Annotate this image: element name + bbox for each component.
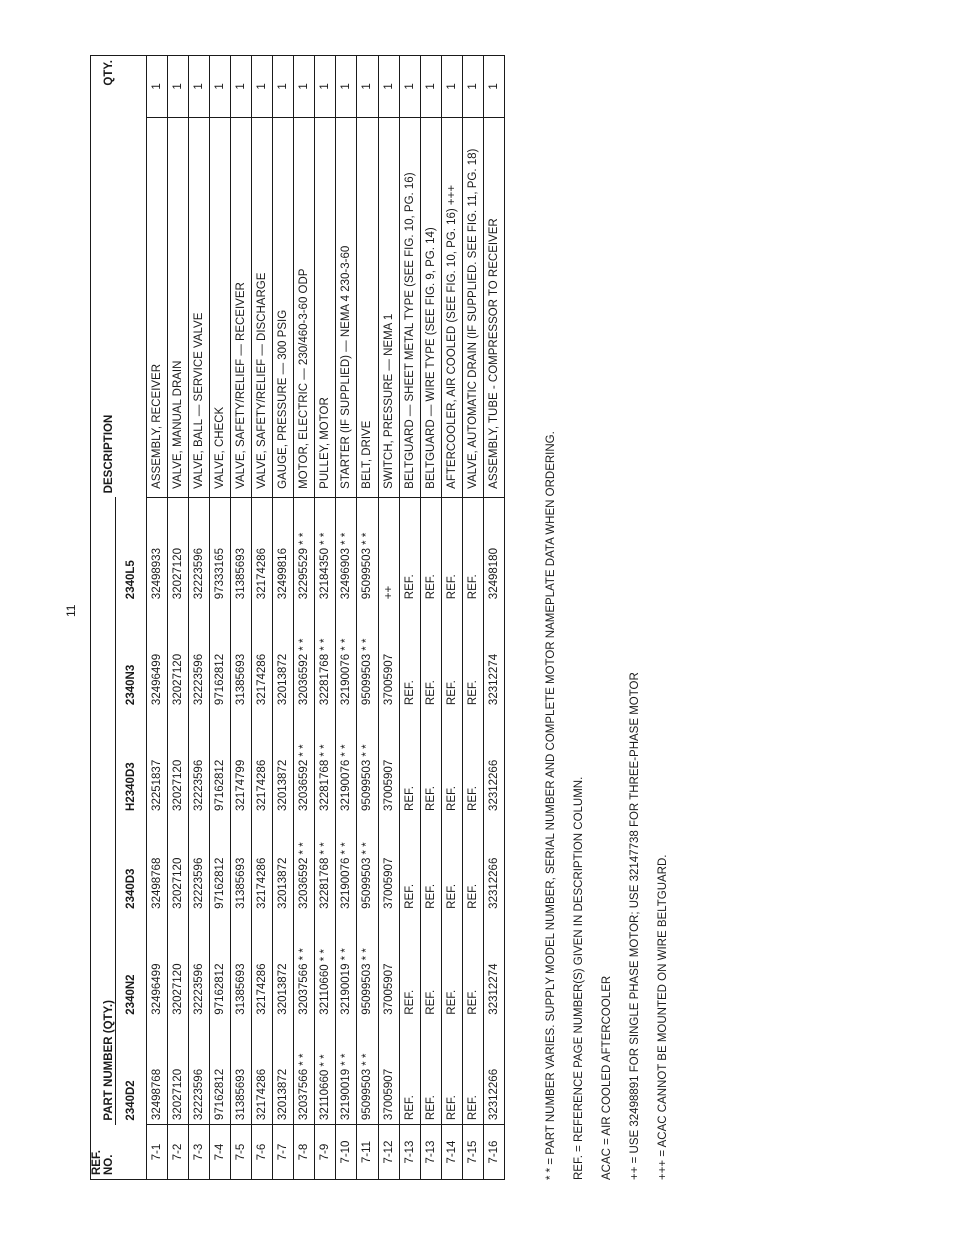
- table-row: [420, 56, 441, 1180]
- part-number-cell: 37005907: [378, 913, 399, 1019]
- ref-no-cell: 7-9: [315, 1125, 336, 1180]
- part-number-cell: 31385693: [230, 1019, 251, 1125]
- part-number-cell: 32496499: [146, 603, 167, 709]
- table-row: [273, 56, 294, 1180]
- part-number-cell: 31385693: [230, 603, 251, 709]
- table-row: [399, 56, 420, 1180]
- ref-no-cell: 7-12: [378, 1125, 399, 1180]
- model-header: 2340N3: [124, 664, 137, 706]
- part-number-cell: 32498768: [146, 1019, 167, 1125]
- note: ACAC = AIR COOLED AFTERCOOLER: [601, 975, 613, 1180]
- parts-table: [90, 55, 505, 1180]
- part-number-cell: 32027120: [167, 1019, 188, 1125]
- table-row: [336, 56, 357, 1180]
- part-number-cell: 31385693: [230, 497, 251, 603]
- part-number-cell: 32190076 * *: [336, 815, 357, 913]
- page-number: 11: [64, 604, 78, 617]
- ref-no-cell: 7-14: [441, 1125, 462, 1180]
- part-number-cell: 95099503 * *: [357, 603, 378, 709]
- part-number-cell: 32027120: [167, 815, 188, 913]
- ref-no-cell: 7-13: [420, 1125, 441, 1180]
- ref-no-cell: 7-3: [188, 1125, 209, 1180]
- description-cell: ASSEMBLY, TUBE - COMPRESSOR TO RECEIVER: [484, 117, 505, 497]
- part-number-cell: 37005907: [378, 1019, 399, 1125]
- model-header: 2340D3: [124, 868, 137, 909]
- part-number-cell: REF.: [399, 709, 420, 815]
- part-number-cell: REF.: [441, 815, 462, 913]
- part-number-cell: 32110660 * *: [315, 913, 336, 1019]
- qty-cell: 1: [357, 56, 378, 118]
- part-number-cell: 32281768 * *: [315, 603, 336, 709]
- part-number-cell: 97333165: [209, 497, 230, 603]
- part-number-cell: 32174286: [251, 603, 272, 709]
- part-number-cell: REF.: [420, 815, 441, 913]
- ref-no-cell: 7-2: [167, 1125, 188, 1180]
- part-number-cell: 95099503 * *: [357, 1019, 378, 1125]
- description-cell: GAUGE, PRESSURE — 300 PSIG: [273, 117, 294, 497]
- part-number-cell: 32312266: [484, 709, 505, 815]
- part-number-cell: REF.: [441, 603, 462, 709]
- part-number-cell: 97162812: [209, 603, 230, 709]
- part-number-cell: 37005907: [378, 815, 399, 913]
- description-cell: AFTERCOOLER, AIR COOLED (SEE FIG. 10, PG. 16) +++: [441, 117, 462, 497]
- description-cell: SWITCH, PRESSURE — NEMA 1: [378, 117, 399, 497]
- qty-header: QTY.: [103, 60, 115, 86]
- note: +++ = ACAC CANNOT BE MOUNTED ON WIRE BELTGUARD.: [657, 854, 669, 1180]
- qty-cell: 1: [378, 56, 399, 118]
- part-number-cell: 37005907: [378, 709, 399, 815]
- ref-no-cell: 7-13: [399, 1125, 420, 1180]
- ref-no-cell: 7-7: [273, 1125, 294, 1180]
- description-cell: BELT, DRIVE: [357, 117, 378, 497]
- parts-table-rotated: [90, 55, 510, 1180]
- part-number-cell: 32312266: [484, 815, 505, 913]
- table-row: [167, 56, 188, 1180]
- part-number-cell: 32223596: [188, 603, 209, 709]
- description-cell: BELTGUARD — WIRE TYPE (SEE FIG. 9, PG. 14): [420, 117, 441, 497]
- note: ++ = USE 32498891 FOR SINGLE PHASE MOTOR; USE 32147738 FOR THREE-PHASE MOTOR: [629, 672, 641, 1180]
- part-number-cell: 32223596: [188, 815, 209, 913]
- model-header: H2340D3: [124, 762, 137, 811]
- part-number-cell: 32499816: [273, 497, 294, 603]
- part-number-cell: REF.: [462, 709, 483, 815]
- part-number-cell: 32013872: [273, 1019, 294, 1125]
- qty-cell: 1: [188, 56, 209, 118]
- description-cell: VALVE, AUTOMATIC DRAIN (IF SUPPLIED. SEE FIG. 11, PG. 18): [462, 117, 483, 497]
- part-number-cell: 32190076 * *: [336, 603, 357, 709]
- description-cell: PULLEY, MOTOR: [315, 117, 336, 497]
- part-number-cell: 95099503 * *: [357, 497, 378, 603]
- qty-cell: 1: [462, 56, 483, 118]
- part-number-cell: REF.: [399, 1019, 420, 1125]
- part-number-cell: 32223596: [188, 497, 209, 603]
- part-number-cell: 32027120: [167, 709, 188, 815]
- description-header: DESCRIPTION: [103, 414, 115, 494]
- part-number-cell: 32013872: [273, 815, 294, 913]
- model-header: 2340L5: [124, 560, 137, 600]
- ref-no-cell: 7-4: [209, 1125, 230, 1180]
- part-number-cell: 97162812: [209, 709, 230, 815]
- part-number-cell: 31385693: [230, 815, 251, 913]
- part-number-cell: 32498180: [484, 497, 505, 603]
- qty-cell: 1: [315, 56, 336, 118]
- part-number-cell: 32251837: [146, 709, 167, 815]
- part-number-cell: 32312274: [484, 913, 505, 1019]
- description-cell: VALVE, SAFETY/RELIEF — DISCHARGE: [251, 117, 272, 497]
- part-number-cell: 32037566 * *: [294, 913, 315, 1019]
- qty-cell: 1: [294, 56, 315, 118]
- description-cell: BELTGUARD — SHEET METAL TYPE (SEE FIG. 10, PG. 16): [399, 117, 420, 497]
- part-number-cell: 95099503 * *: [357, 815, 378, 913]
- table-row: [462, 56, 483, 1180]
- table-row: [209, 56, 230, 1180]
- qty-cell: 1: [420, 56, 441, 118]
- model-header: 2340N2: [124, 974, 137, 1015]
- part-number-cell: 32312274: [484, 603, 505, 709]
- part-number-cell: 32174286: [251, 709, 272, 815]
- notes: [537, 180, 677, 1180]
- part-number-cell: 32174799: [230, 709, 251, 815]
- table-row: [441, 56, 462, 1180]
- part-number-cell: REF.: [399, 815, 420, 913]
- part-number-cell: REF.: [399, 497, 420, 603]
- part-number-cell: REF.: [399, 913, 420, 1019]
- part-number-cell: 32498768: [146, 815, 167, 913]
- part-number-cell: 97162812: [209, 815, 230, 913]
- part-number-header: PART NUMBER (QTY.): [91, 497, 116, 1124]
- qty-cell: 1: [273, 56, 294, 118]
- part-number-cell: 32027120: [167, 913, 188, 1019]
- part-number-cell: 32027120: [167, 497, 188, 603]
- part-number-cell: 32281768 * *: [315, 709, 336, 815]
- part-number-cell: 97162812: [209, 1019, 230, 1125]
- part-number-cell: 32036592 * *: [294, 603, 315, 709]
- part-number-cell: REF.: [462, 1019, 483, 1125]
- ref-no-cell: 7-11: [357, 1125, 378, 1180]
- part-number-cell: REF.: [462, 913, 483, 1019]
- table-row: [188, 56, 209, 1180]
- qty-cell: 1: [336, 56, 357, 118]
- part-number-cell: 32223596: [188, 913, 209, 1019]
- part-number-cell: 32190076 * *: [336, 709, 357, 815]
- description-cell: VALVE, CHECK: [209, 117, 230, 497]
- part-number-cell: REF.: [462, 497, 483, 603]
- part-number-cell: 32184350 * *: [315, 497, 336, 603]
- ref-no-cell: 7-5: [230, 1125, 251, 1180]
- part-number-cell: ++: [378, 497, 399, 603]
- part-number-cell: REF.: [441, 1019, 462, 1125]
- part-number-cell: 37005907: [378, 603, 399, 709]
- table-row: [294, 56, 315, 1180]
- part-number-cell: REF.: [420, 497, 441, 603]
- part-number-cell: 32036592 * *: [294, 709, 315, 815]
- part-number-cell: 32498933: [146, 497, 167, 603]
- ref-no-header: REF. NO.: [91, 1150, 115, 1175]
- part-number-cell: 32013872: [273, 913, 294, 1019]
- part-number-cell: REF.: [462, 603, 483, 709]
- model-header: 2340D2: [124, 1080, 137, 1121]
- part-number-cell: 32037566 * *: [294, 1019, 315, 1125]
- part-number-cell: REF.: [441, 497, 462, 603]
- part-number-cell: 32496903 * *: [336, 497, 357, 603]
- description-cell: ASSEMBLY, RECEIVER: [146, 117, 167, 497]
- part-number-cell: REF.: [462, 815, 483, 913]
- qty-cell: 1: [484, 56, 505, 118]
- description-cell: STARTER (IF SUPPLIED) — NEMA 4 230-3-60: [336, 117, 357, 497]
- part-number-cell: 95099503 * *: [357, 913, 378, 1019]
- part-number-cell: 32281768 * *: [315, 815, 336, 913]
- part-number-cell: 32013872: [273, 603, 294, 709]
- qty-cell: 1: [251, 56, 272, 118]
- ref-no-cell: 7-1: [146, 1125, 167, 1180]
- part-number-cell: 32223596: [188, 709, 209, 815]
- part-number-cell: 32013872: [273, 709, 294, 815]
- part-number-cell: 32036592 * *: [294, 815, 315, 913]
- part-number-cell: 95099503 * *: [357, 709, 378, 815]
- table-row: [315, 56, 336, 1180]
- part-number-cell: REF.: [420, 1019, 441, 1125]
- note: * * = PART NUMBER VARIES. SUPPLY MODEL NUMBER, SERIAL NUMBER AND COMPLETE MOTOR NAMEPLATE DATA WHEN ORDERING.: [545, 431, 557, 1180]
- part-number-cell: REF.: [420, 603, 441, 709]
- part-number-cell: 32190019 * *: [336, 913, 357, 1019]
- qty-cell: 1: [230, 56, 251, 118]
- part-number-cell: REF.: [441, 709, 462, 815]
- part-number-cell: 32223596: [188, 1019, 209, 1125]
- qty-cell: 1: [167, 56, 188, 118]
- parts-table-body: [146, 56, 505, 1180]
- table-row: [230, 56, 251, 1180]
- part-number-cell: 32190019 * *: [336, 1019, 357, 1125]
- part-number-cell: 32174286: [251, 497, 272, 603]
- qty-cell: 1: [399, 56, 420, 118]
- table-row: [357, 56, 378, 1180]
- part-number-cell: REF.: [399, 603, 420, 709]
- part-number-cell: 32110660 * *: [315, 1019, 336, 1125]
- part-number-cell: REF.: [420, 709, 441, 815]
- part-number-cell: 32174286: [251, 913, 272, 1019]
- table-row: [251, 56, 272, 1180]
- part-number-cell: REF.: [420, 913, 441, 1019]
- table-row: [378, 56, 399, 1180]
- part-number-cell: 32496499: [146, 913, 167, 1019]
- ref-no-cell: 7-6: [251, 1125, 272, 1180]
- part-number-cell: 32027120: [167, 603, 188, 709]
- qty-cell: 1: [209, 56, 230, 118]
- part-number-cell: 32174286: [251, 1019, 272, 1125]
- qty-cell: 1: [146, 56, 167, 118]
- part-number-cell: 97162812: [209, 913, 230, 1019]
- description-cell: VALVE, SAFETY/RELIEF — RECEIVER: [230, 117, 251, 497]
- table-row: [146, 56, 167, 1180]
- part-number-cell: 32174286: [251, 815, 272, 913]
- ref-no-cell: 7-15: [462, 1125, 483, 1180]
- ref-no-cell: 7-10: [336, 1125, 357, 1180]
- ref-no-cell: 7-8: [294, 1125, 315, 1180]
- note: REF. = REFERENCE PAGE NUMBER(S) GIVEN IN DESCRIPTION COLUMN.: [573, 776, 585, 1180]
- part-number-cell: 32312266: [484, 1019, 505, 1125]
- ref-no-cell: 7-16: [484, 1125, 505, 1180]
- description-cell: VALVE, MANUAL DRAIN: [167, 117, 188, 497]
- description-cell: VALVE, BALL — SERVICE VALVE: [188, 117, 209, 497]
- table-row: [484, 56, 505, 1180]
- description-cell: MOTOR, ELECTRIC — 230/460-3-60 ODP: [294, 117, 315, 497]
- part-number-cell: REF.: [441, 913, 462, 1019]
- part-number-cell: 32295529 * *: [294, 497, 315, 603]
- qty-cell: 1: [441, 56, 462, 118]
- part-number-cell: 31385693: [230, 913, 251, 1019]
